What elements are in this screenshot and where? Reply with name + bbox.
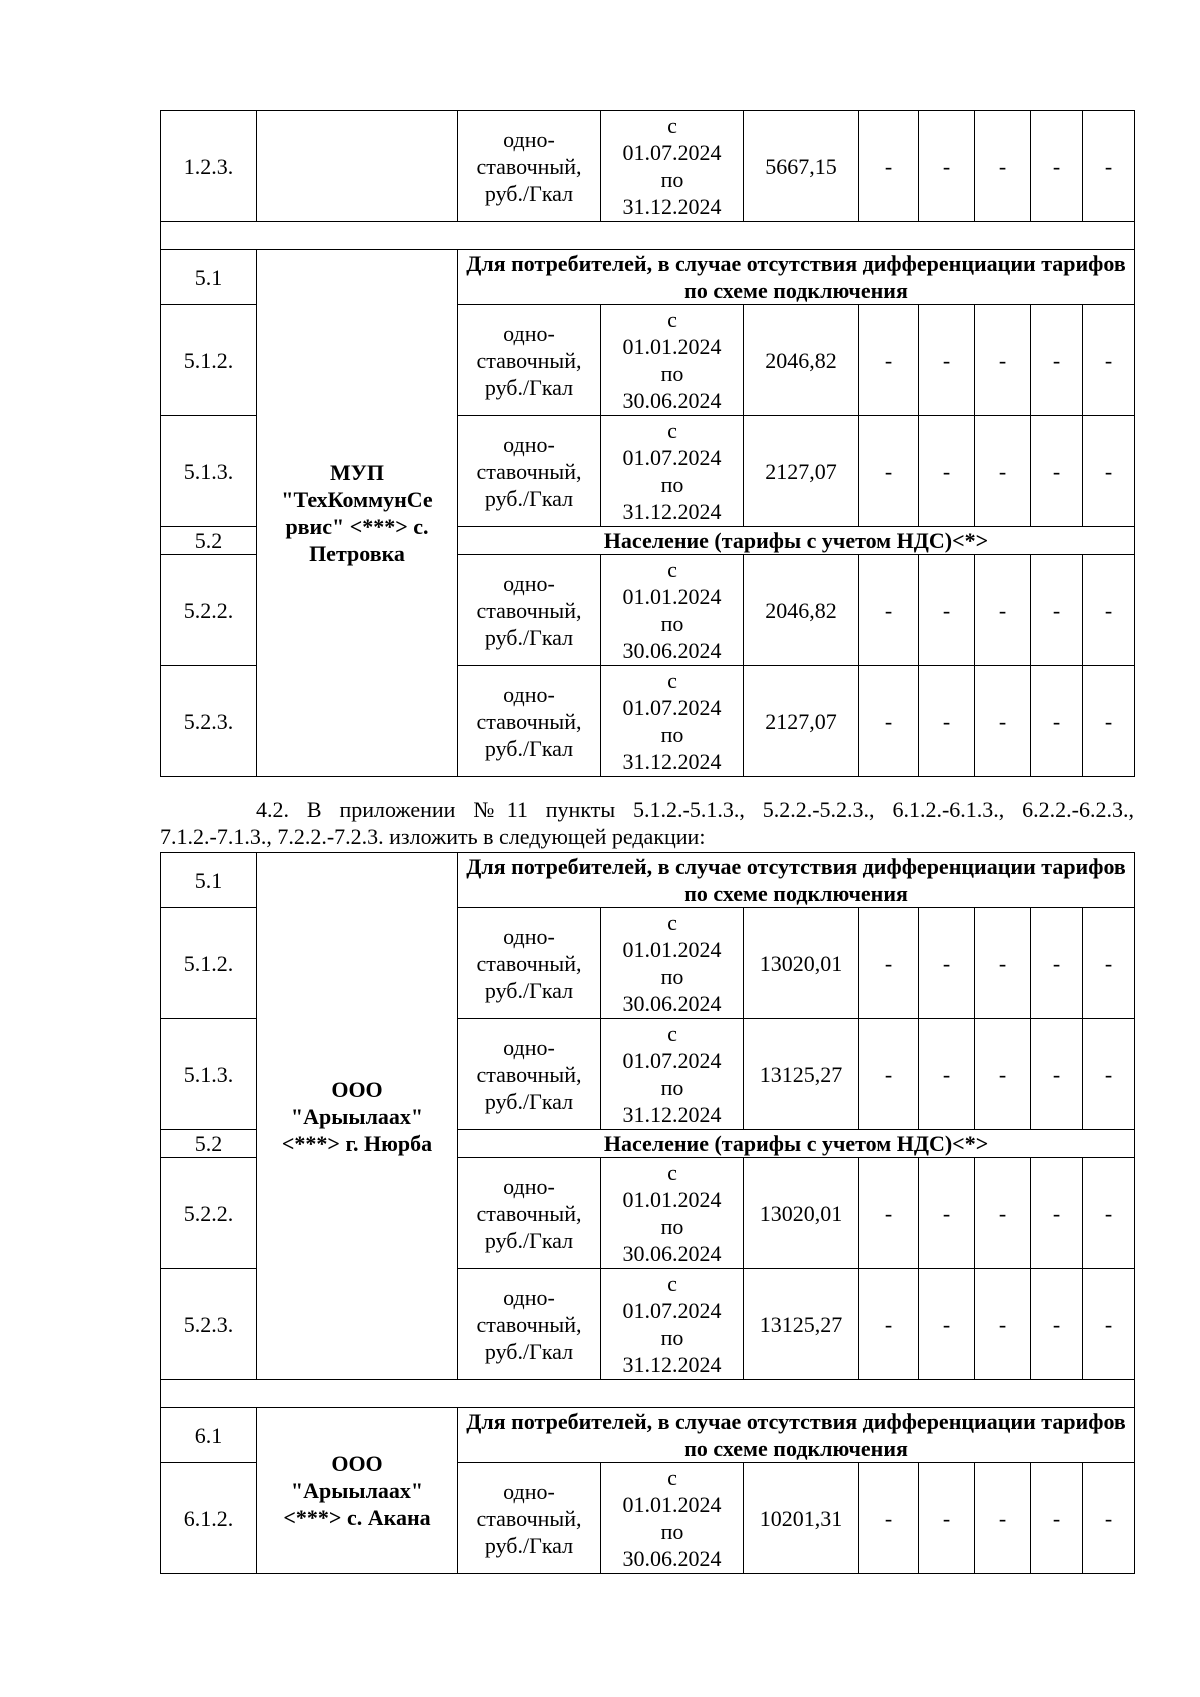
- dash-cell: -: [1083, 305, 1135, 416]
- rate-type: одно- ставочный, руб./Гкал: [458, 1269, 601, 1380]
- paragraph-line-2: 7.1.2.-7.1.3., 7.2.2.-7.2.3. изложить в следующей редакции:: [160, 824, 706, 849]
- period: с 01.01.2024 по 30.06.2024: [601, 908, 744, 1019]
- row-number: 5.1: [161, 250, 257, 305]
- dash-cell: -: [1031, 111, 1083, 222]
- row-number: 5.2: [161, 527, 257, 555]
- dash-cell: -: [1083, 111, 1135, 222]
- row-number: 5.2.3.: [161, 1269, 257, 1380]
- spacer-row: [161, 222, 1135, 250]
- tariff-table-2: [160, 852, 1135, 1574]
- tariff-value: 5667,15: [744, 111, 859, 222]
- rate-type: одно- ставочный, руб./Гкал: [458, 111, 601, 222]
- row-number: 5.2.3.: [161, 666, 257, 777]
- dash-cell: -: [975, 908, 1031, 1019]
- dash-cell: -: [859, 555, 919, 666]
- period: с 01.07.2024 по 31.12.2024: [601, 666, 744, 777]
- paragraph-line-1: 4.2. В приложении №11 пункты 5.1.2.-5.1.3., 5.2.2.-5.2.3., 6.1.2.-6.1.3., 6.2.2.-6.2.3.,: [256, 797, 1134, 822]
- dash-cell: -: [919, 305, 975, 416]
- dash-cell: -: [1031, 1019, 1083, 1130]
- dash-cell: -: [919, 111, 975, 222]
- period: с 01.01.2024 по 30.06.2024: [601, 555, 744, 666]
- dash-cell: -: [975, 1158, 1031, 1269]
- dash-cell: -: [1031, 305, 1083, 416]
- period: с 01.07.2024 по 31.12.2024: [601, 1019, 744, 1130]
- dash-cell: -: [1083, 1019, 1135, 1130]
- dash-cell: -: [975, 1269, 1031, 1380]
- tariff-value: 13125,27: [744, 1019, 859, 1130]
- dash-cell: -: [975, 1019, 1031, 1130]
- section-header: Для потребителей, в случае отсутствия дифференциации тарифов по схеме подключения: [458, 250, 1135, 305]
- row-number: 5.2.2.: [161, 1158, 257, 1269]
- dash-cell: -: [919, 1158, 975, 1269]
- table-row: [161, 111, 1135, 222]
- rate-type: одно- ставочный, руб./Гкал: [458, 666, 601, 777]
- dash-cell: -: [1031, 1463, 1083, 1574]
- dash-cell: -: [1083, 908, 1135, 1019]
- tariff-value: 2046,82: [744, 555, 859, 666]
- row-number: 6.1: [161, 1408, 257, 1463]
- tariff-value: 10201,31: [744, 1463, 859, 1574]
- dash-cell: -: [919, 555, 975, 666]
- tariff-value: 2046,82: [744, 305, 859, 416]
- dash-cell: -: [1031, 908, 1083, 1019]
- org-name: ООО "Арыылаах" <***> с. Акана: [257, 1408, 458, 1574]
- dash-cell: -: [975, 305, 1031, 416]
- row-number: 5.1.2.: [161, 908, 257, 1019]
- dash-cell: -: [919, 1463, 975, 1574]
- dash-cell: -: [1083, 555, 1135, 666]
- dash-cell: -: [859, 1019, 919, 1130]
- dash-cell: -: [1083, 1463, 1135, 1574]
- tariff-value: 13020,01: [744, 1158, 859, 1269]
- row-number: 5.1: [161, 853, 257, 908]
- section-header: Население (тарифы с учетом НДС)<*>: [458, 1130, 1135, 1158]
- table-row: [161, 853, 1135, 908]
- rate-type: одно- ставочный, руб./Гкал: [458, 305, 601, 416]
- dash-cell: -: [975, 111, 1031, 222]
- tariff-value: 2127,07: [744, 416, 859, 527]
- row-number: 5.1.2.: [161, 305, 257, 416]
- dash-cell: -: [919, 908, 975, 1019]
- dash-cell: -: [975, 555, 1031, 666]
- amendment-paragraph: [160, 796, 1134, 850]
- rate-type: одно- ставочный, руб./Гкал: [458, 416, 601, 527]
- table-row: [161, 250, 1135, 305]
- dash-cell: -: [859, 1269, 919, 1380]
- dash-cell: -: [859, 305, 919, 416]
- tariff-value: 2127,07: [744, 666, 859, 777]
- dash-cell: -: [859, 1463, 919, 1574]
- period: с 01.07.2024 по 31.12.2024: [601, 111, 744, 222]
- dash-cell: -: [1031, 1269, 1083, 1380]
- period: с 01.07.2024 по 31.12.2024: [601, 416, 744, 527]
- dash-cell: -: [1083, 1269, 1135, 1380]
- table-row: [161, 1408, 1135, 1463]
- spacer-row: [161, 1380, 1135, 1408]
- row-number: 5.2.2.: [161, 555, 257, 666]
- rate-type: одно- ставочный, руб./Гкал: [458, 908, 601, 1019]
- dash-cell: -: [859, 1158, 919, 1269]
- period: с 01.07.2024 по 31.12.2024: [601, 1269, 744, 1380]
- dash-cell: -: [859, 416, 919, 527]
- period: с 01.01.2024 по 30.06.2024: [601, 305, 744, 416]
- tariff-value: 13020,01: [744, 908, 859, 1019]
- dash-cell: -: [859, 908, 919, 1019]
- dash-cell: -: [975, 666, 1031, 777]
- dash-cell: -: [1031, 1158, 1083, 1269]
- section-header: Для потребителей, в случае отсутствия дифференциации тарифов по схеме подключения: [458, 853, 1135, 908]
- dash-cell: -: [1083, 1158, 1135, 1269]
- dash-cell: -: [1031, 416, 1083, 527]
- dash-cell: -: [975, 416, 1031, 527]
- org-cell-empty: [257, 111, 458, 222]
- dash-cell: -: [859, 666, 919, 777]
- dash-cell: -: [919, 666, 975, 777]
- rate-type: одно- ставочный, руб./Гкал: [458, 555, 601, 666]
- row-number: 5.2: [161, 1130, 257, 1158]
- dash-cell: -: [919, 1269, 975, 1380]
- dash-cell: -: [1083, 416, 1135, 527]
- dash-cell: -: [859, 111, 919, 222]
- dash-cell: -: [919, 1019, 975, 1130]
- row-number: 1.2.3.: [161, 111, 257, 222]
- section-header: Население (тарифы с учетом НДС)<*>: [458, 527, 1135, 555]
- tariff-value: 13125,27: [744, 1269, 859, 1380]
- rate-type: одно- ставочный, руб./Гкал: [458, 1158, 601, 1269]
- dash-cell: -: [1031, 555, 1083, 666]
- rate-type: одно- ставочный, руб./Гкал: [458, 1463, 601, 1574]
- section-header: Для потребителей, в случае отсутствия дифференциации тарифов по схеме подключения: [458, 1408, 1135, 1463]
- dash-cell: -: [1031, 666, 1083, 777]
- row-number: 5.1.3.: [161, 416, 257, 527]
- period: с 01.01.2024 по 30.06.2024: [601, 1463, 744, 1574]
- org-name: ООО "Арыылаах" <***> г. Нюрба: [257, 853, 458, 1380]
- dash-cell: -: [975, 1463, 1031, 1574]
- rate-type: одно- ставочный, руб./Гкал: [458, 1019, 601, 1130]
- dash-cell: -: [1083, 666, 1135, 777]
- row-number: 5.1.3.: [161, 1019, 257, 1130]
- period: с 01.01.2024 по 30.06.2024: [601, 1158, 744, 1269]
- dash-cell: -: [919, 416, 975, 527]
- org-name: МУП "ТехКоммунСе рвис" <***> с. Петровка: [257, 250, 458, 777]
- tariff-table-1: [160, 110, 1135, 777]
- row-number: 6.1.2.: [161, 1463, 257, 1574]
